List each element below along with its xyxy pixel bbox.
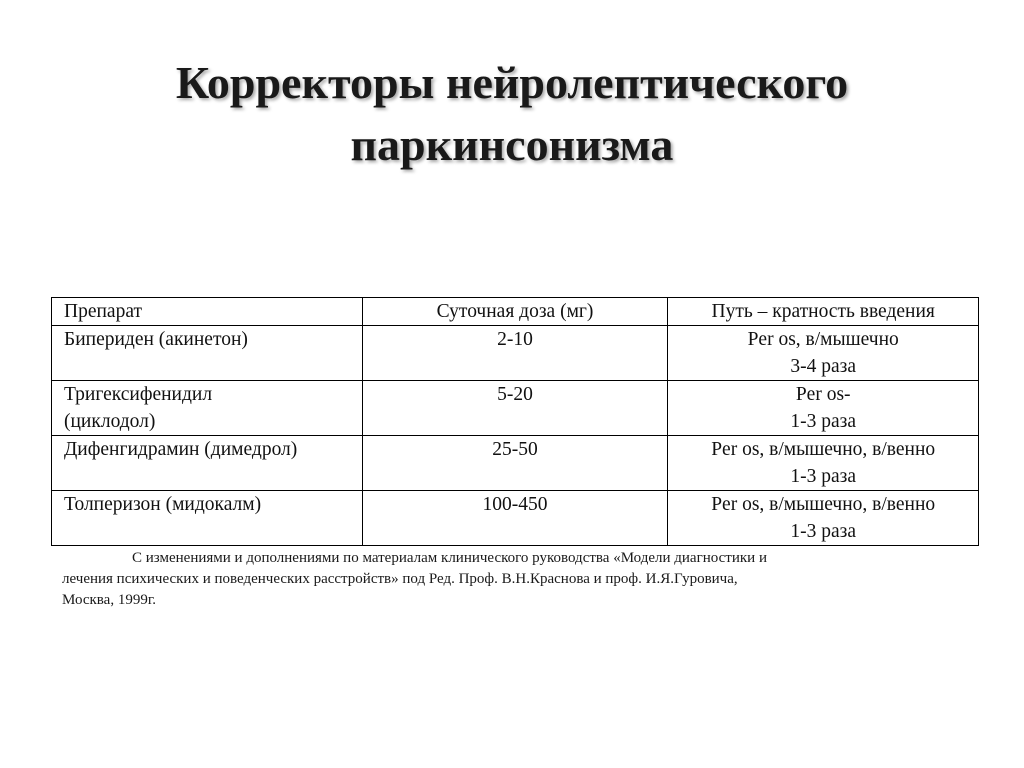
- dose-cell: 100-450: [362, 491, 668, 546]
- drug-cell: [52, 326, 363, 381]
- route-cell: [668, 326, 979, 381]
- route-frequency: 1-3 раза: [790, 521, 856, 542]
- header-route-frequency: Путь – кратность введения: [668, 298, 979, 326]
- table-row: [52, 326, 979, 381]
- source-note-line-2: лечения психических и поведенческих расстройств» под Ред. Проф. В.Н.Краснова и проф. И.Я.Гуровича,: [62, 571, 738, 587]
- dose-cell: 5-20: [362, 381, 668, 436]
- route-cell: [668, 491, 979, 546]
- header-daily-dose: Суточная доза (мг): [362, 298, 668, 326]
- route-frequency: 1-3 раза: [790, 466, 856, 487]
- slide-title-line-2: паркинсонизма: [350, 119, 674, 170]
- route-method: Per os, в/мышечно, в/венно: [711, 439, 936, 460]
- slide-title-line-1: Корректоры нейролептического: [175, 57, 849, 108]
- dose-cell: 25-50: [362, 436, 668, 491]
- route-frequency: 3-4 раза: [790, 356, 856, 377]
- drug-name: Толперизон (мидокалм): [64, 494, 262, 515]
- drug-trade-name: (циклодол): [64, 411, 156, 432]
- drug-name: Тригексифенидил: [64, 384, 213, 405]
- drug-cell: [52, 491, 363, 546]
- drug-name: Бипериден (акинетон): [64, 329, 248, 350]
- table-header-row: [52, 298, 979, 326]
- slide-title: [0, 52, 1024, 176]
- table-row: [52, 436, 979, 491]
- route-frequency: 1-3 раза: [790, 411, 856, 432]
- dose-cell: 2-10: [362, 326, 668, 381]
- header-drug: Препарат: [52, 298, 363, 326]
- route-cell: [668, 436, 979, 491]
- drug-name: Дифенгидрамин (димедрол): [64, 439, 298, 460]
- source-note: [62, 548, 942, 611]
- table-row: [52, 491, 979, 546]
- source-note-line-1: С изменениями и дополнениями по материалам клинического руководства «Модели диагностики и: [132, 550, 767, 566]
- route-cell: [668, 381, 979, 436]
- source-note-line-3: Москва, 1999г.: [62, 592, 157, 608]
- route-method: Per os, в/мышечно: [747, 329, 899, 350]
- route-method: Per os, в/мышечно, в/венно: [711, 494, 936, 515]
- drug-cell: [52, 436, 363, 491]
- table-row: [52, 381, 979, 436]
- drug-cell: [52, 381, 363, 436]
- route-method: Per os-: [795, 384, 851, 405]
- drugs-table: [51, 297, 979, 546]
